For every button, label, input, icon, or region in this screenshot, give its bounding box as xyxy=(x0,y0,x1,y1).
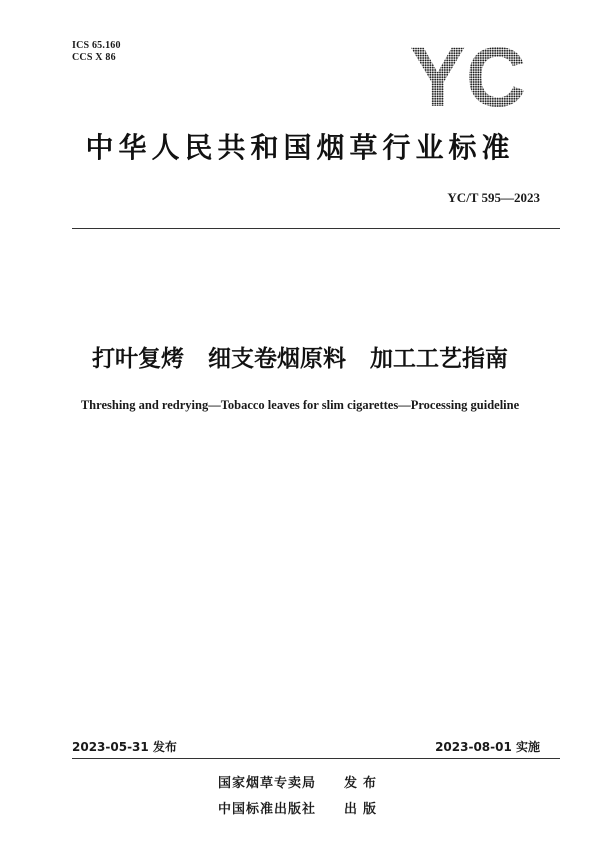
publisher-line xyxy=(0,798,600,817)
document-title-cn xyxy=(0,340,600,373)
implementation-date: 2023-08-01 实施 xyxy=(435,740,540,754)
publisher-line xyxy=(0,772,600,791)
header-divider xyxy=(72,228,560,229)
issue-date: 2023-05-31 发布 xyxy=(72,740,177,754)
document-title-en: Threshing and redrying—Tobacco leaves for slim cigarettes—Processing guideline xyxy=(80,398,520,412)
classification-block xyxy=(72,40,121,64)
ics-code: ICS 65.160 xyxy=(72,40,121,51)
industry-standard-title: 中华人民共和国烟草行业标准 xyxy=(85,131,515,164)
standard-number: YC/T 595—2023 xyxy=(447,190,540,205)
title-part: 打叶复烤 xyxy=(92,346,184,372)
logo-text: YC xyxy=(409,40,527,110)
title-part: 加工工艺指南 xyxy=(370,346,508,372)
publisher-name: 国家烟草专卖局 xyxy=(217,776,316,791)
publisher-role: 出版 xyxy=(344,802,383,817)
title-part: 细支卷烟原料 xyxy=(208,346,346,372)
publisher-name: 中国标准出版社 xyxy=(217,802,316,817)
publisher-role: 发布 xyxy=(344,776,383,791)
yc-logo xyxy=(398,40,538,110)
footer-divider xyxy=(72,758,560,759)
ccs-code: CCS X 86 xyxy=(72,52,116,63)
